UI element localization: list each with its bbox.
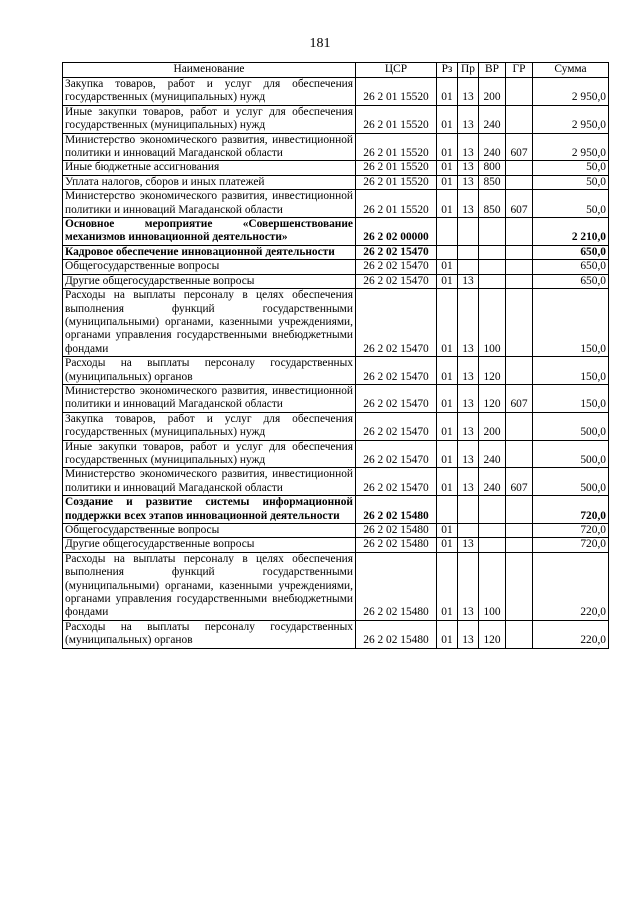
table-row [63,538,609,552]
cell-vr: 850 [479,190,506,218]
cell-vr [479,218,506,246]
header-vr: ВР [479,63,506,78]
cell-csr: 26 2 01 15520 [356,175,437,189]
cell-pr: 13 [458,78,479,106]
cell-sum: 50,0 [533,161,609,175]
cell-sum: 220,0 [533,552,609,620]
cell-vr: 120 [479,357,506,385]
cell-vr: 240 [479,105,506,133]
cell-pr: 13 [458,468,479,496]
cell-csr: 26 2 02 00000 [356,218,437,246]
cell-vr: 240 [479,468,506,496]
table-row [63,218,609,246]
cell-rz: 01 [437,552,458,620]
cell-pr: 13 [458,175,479,189]
cell-sum: 2 210,0 [533,218,609,246]
cell-name: Кадровое обеспечение инновационной деятельности [63,245,356,259]
cell-pr: 13 [458,412,479,440]
cell-sum: 2 950,0 [533,78,609,106]
cell-pr [458,245,479,259]
cell-gr: 607 [506,133,533,161]
table-row [63,175,609,189]
cell-csr: 26 2 02 15480 [356,552,437,620]
cell-vr: 120 [479,620,506,648]
cell-name: Уплата налогов, сборов и иных платежей [63,175,356,189]
cell-vr: 200 [479,78,506,106]
cell-gr [506,538,533,552]
cell-pr: 13 [458,289,479,357]
cell-pr: 13 [458,357,479,385]
table-row [63,357,609,385]
cell-sum: 150,0 [533,289,609,357]
table-row [63,552,609,620]
cell-rz: 01 [437,357,458,385]
cell-vr: 240 [479,133,506,161]
cell-name: Министерство экономического развития, инвестиционной политики и инноваций Магаданской области [63,133,356,161]
cell-vr: 850 [479,175,506,189]
cell-gr [506,412,533,440]
cell-csr: 26 2 02 15470 [356,412,437,440]
cell-name: Министерство экономического развития, инвестиционной политики и инноваций Магаданской области [63,384,356,412]
cell-name: Министерство экономического развития, инвестиционной политики и инноваций Магаданской области [63,190,356,218]
cell-gr [506,274,533,288]
cell-vr [479,260,506,274]
cell-csr: 26 2 02 15480 [356,620,437,648]
cell-name: Расходы на выплаты персоналу государственных (муниципальных) органов [63,620,356,648]
cell-rz [437,218,458,246]
cell-pr: 13 [458,620,479,648]
cell-gr [506,289,533,357]
table-row [63,161,609,175]
cell-vr [479,245,506,259]
cell-pr: 13 [458,161,479,175]
table-row [63,412,609,440]
table-row [63,260,609,274]
cell-rz: 01 [437,175,458,189]
cell-rz [437,245,458,259]
cell-rz: 01 [437,161,458,175]
cell-name: Другие общегосударственные вопросы [63,538,356,552]
cell-vr: 800 [479,161,506,175]
cell-gr [506,440,533,468]
cell-name: Расходы на выплаты персоналу в целях обеспечения выполнения функций государственными (муниципальными) органами, казенными учреждениями, органами управления государственными внебюджетными фондами [63,289,356,357]
cell-name: Закупка товаров, работ и услуг для обеспечения государственных (муниципальных) нужд [63,78,356,106]
cell-name: Общегосударственные вопросы [63,260,356,274]
cell-name: Основное мероприятие «Совершенствование механизмов инновационной деятельности» [63,218,356,246]
cell-csr: 26 2 02 15480 [356,538,437,552]
header-pr: Пр [458,63,479,78]
cell-rz: 01 [437,289,458,357]
header-rz: Рз [437,63,458,78]
cell-gr [506,245,533,259]
cell-sum: 50,0 [533,175,609,189]
cell-rz: 01 [437,468,458,496]
table-row [63,384,609,412]
cell-sum: 2 950,0 [533,133,609,161]
cell-sum: 650,0 [533,260,609,274]
cell-name: Министерство экономического развития, инвестиционной политики и инноваций Магаданской области [63,468,356,496]
header-gr: ГР [506,63,533,78]
cell-gr [506,161,533,175]
cell-csr: 26 2 02 15470 [356,260,437,274]
cell-gr: 607 [506,384,533,412]
cell-csr: 26 2 02 15480 [356,496,437,524]
cell-name: Расходы на выплаты персоналу в целях обеспечения выполнения функций государственными (муниципальными) органами, казенными учреждениями, органами управления государственными внебюджетными фондами [63,552,356,620]
cell-name: Иные закупки товаров, работ и услуг для обеспечения государственных (муниципальных) нужд [63,105,356,133]
cell-rz: 01 [437,620,458,648]
cell-vr: 100 [479,552,506,620]
cell-name: Иные закупки товаров, работ и услуг для обеспечения государственных (муниципальных) нужд [63,440,356,468]
table-row [63,133,609,161]
cell-vr [479,274,506,288]
cell-sum: 650,0 [533,274,609,288]
cell-gr [506,105,533,133]
cell-csr: 26 2 02 15470 [356,245,437,259]
cell-sum: 720,0 [533,524,609,538]
cell-rz: 01 [437,384,458,412]
table-row [63,468,609,496]
cell-rz [437,496,458,524]
cell-pr [458,218,479,246]
cell-rz: 01 [437,105,458,133]
cell-vr [479,524,506,538]
cell-pr: 13 [458,274,479,288]
cell-pr: 13 [458,538,479,552]
cell-gr [506,218,533,246]
table-row [63,496,609,524]
cell-name: Другие общегосударственные вопросы [63,274,356,288]
cell-vr: 100 [479,289,506,357]
table-row [63,620,609,648]
cell-csr: 26 2 02 15470 [356,384,437,412]
cell-gr [506,78,533,106]
cell-sum: 720,0 [533,538,609,552]
cell-csr: 26 2 01 15520 [356,105,437,133]
cell-csr: 26 2 01 15520 [356,78,437,106]
header-csr: ЦСР [356,63,437,78]
table-row [63,289,609,357]
cell-name: Общегосударственные вопросы [63,524,356,538]
cell-pr: 13 [458,552,479,620]
cell-rz: 01 [437,440,458,468]
cell-sum: 220,0 [533,620,609,648]
page-number: 181 [309,36,331,51]
cell-csr: 26 2 02 15470 [356,274,437,288]
cell-csr: 26 2 02 15480 [356,524,437,538]
cell-rz: 01 [437,524,458,538]
cell-csr: 26 2 02 15470 [356,468,437,496]
cell-vr: 200 [479,412,506,440]
cell-rz: 01 [437,412,458,440]
cell-name: Расходы на выплаты персоналу государственных (муниципальных) органов [63,357,356,385]
cell-sum: 50,0 [533,190,609,218]
cell-csr: 26 2 01 15520 [356,133,437,161]
cell-gr: 607 [506,190,533,218]
cell-sum: 500,0 [533,468,609,496]
cell-csr: 26 2 02 15470 [356,289,437,357]
cell-sum: 2 950,0 [533,105,609,133]
budget-table [62,62,609,649]
cell-sum: 650,0 [533,245,609,259]
cell-rz: 01 [437,274,458,288]
cell-pr: 13 [458,105,479,133]
table-row [63,524,609,538]
cell-vr [479,538,506,552]
table-row [63,78,609,106]
cell-name: Создание и развитие системы информационной поддержки всех этапов инновационной деятельности [63,496,356,524]
cell-vr: 120 [479,384,506,412]
header-sum: Сумма [533,63,609,78]
cell-rz: 01 [437,260,458,274]
cell-sum: 720,0 [533,496,609,524]
table-row [63,274,609,288]
cell-sum: 150,0 [533,384,609,412]
cell-gr: 607 [506,468,533,496]
cell-pr [458,524,479,538]
cell-pr [458,260,479,274]
cell-pr: 13 [458,384,479,412]
cell-sum: 150,0 [533,357,609,385]
cell-pr: 13 [458,133,479,161]
cell-rz: 01 [437,190,458,218]
cell-csr: 26 2 02 15470 [356,357,437,385]
table-row [63,190,609,218]
cell-csr: 26 2 02 15470 [356,440,437,468]
cell-pr: 13 [458,440,479,468]
cell-rz: 01 [437,78,458,106]
cell-vr [479,496,506,524]
cell-name: Иные бюджетные ассигнования [63,161,356,175]
cell-sum: 500,0 [533,440,609,468]
cell-vr: 240 [479,440,506,468]
cell-gr [506,496,533,524]
cell-gr [506,175,533,189]
cell-rz: 01 [437,538,458,552]
table-header-row [63,63,609,78]
cell-gr [506,552,533,620]
cell-sum: 500,0 [533,412,609,440]
cell-rz: 01 [437,133,458,161]
cell-csr: 26 2 01 15520 [356,190,437,218]
cell-gr [506,260,533,274]
table-body [63,78,609,649]
cell-gr [506,620,533,648]
cell-csr: 26 2 01 15520 [356,161,437,175]
cell-pr [458,496,479,524]
cell-gr [506,524,533,538]
table-row [63,105,609,133]
table-row [63,245,609,259]
table-row [63,440,609,468]
cell-gr [506,357,533,385]
header-name: Наименование [63,63,356,78]
cell-pr: 13 [458,190,479,218]
cell-name: Закупка товаров, работ и услуг для обеспечения государственных (муниципальных) нужд [63,412,356,440]
